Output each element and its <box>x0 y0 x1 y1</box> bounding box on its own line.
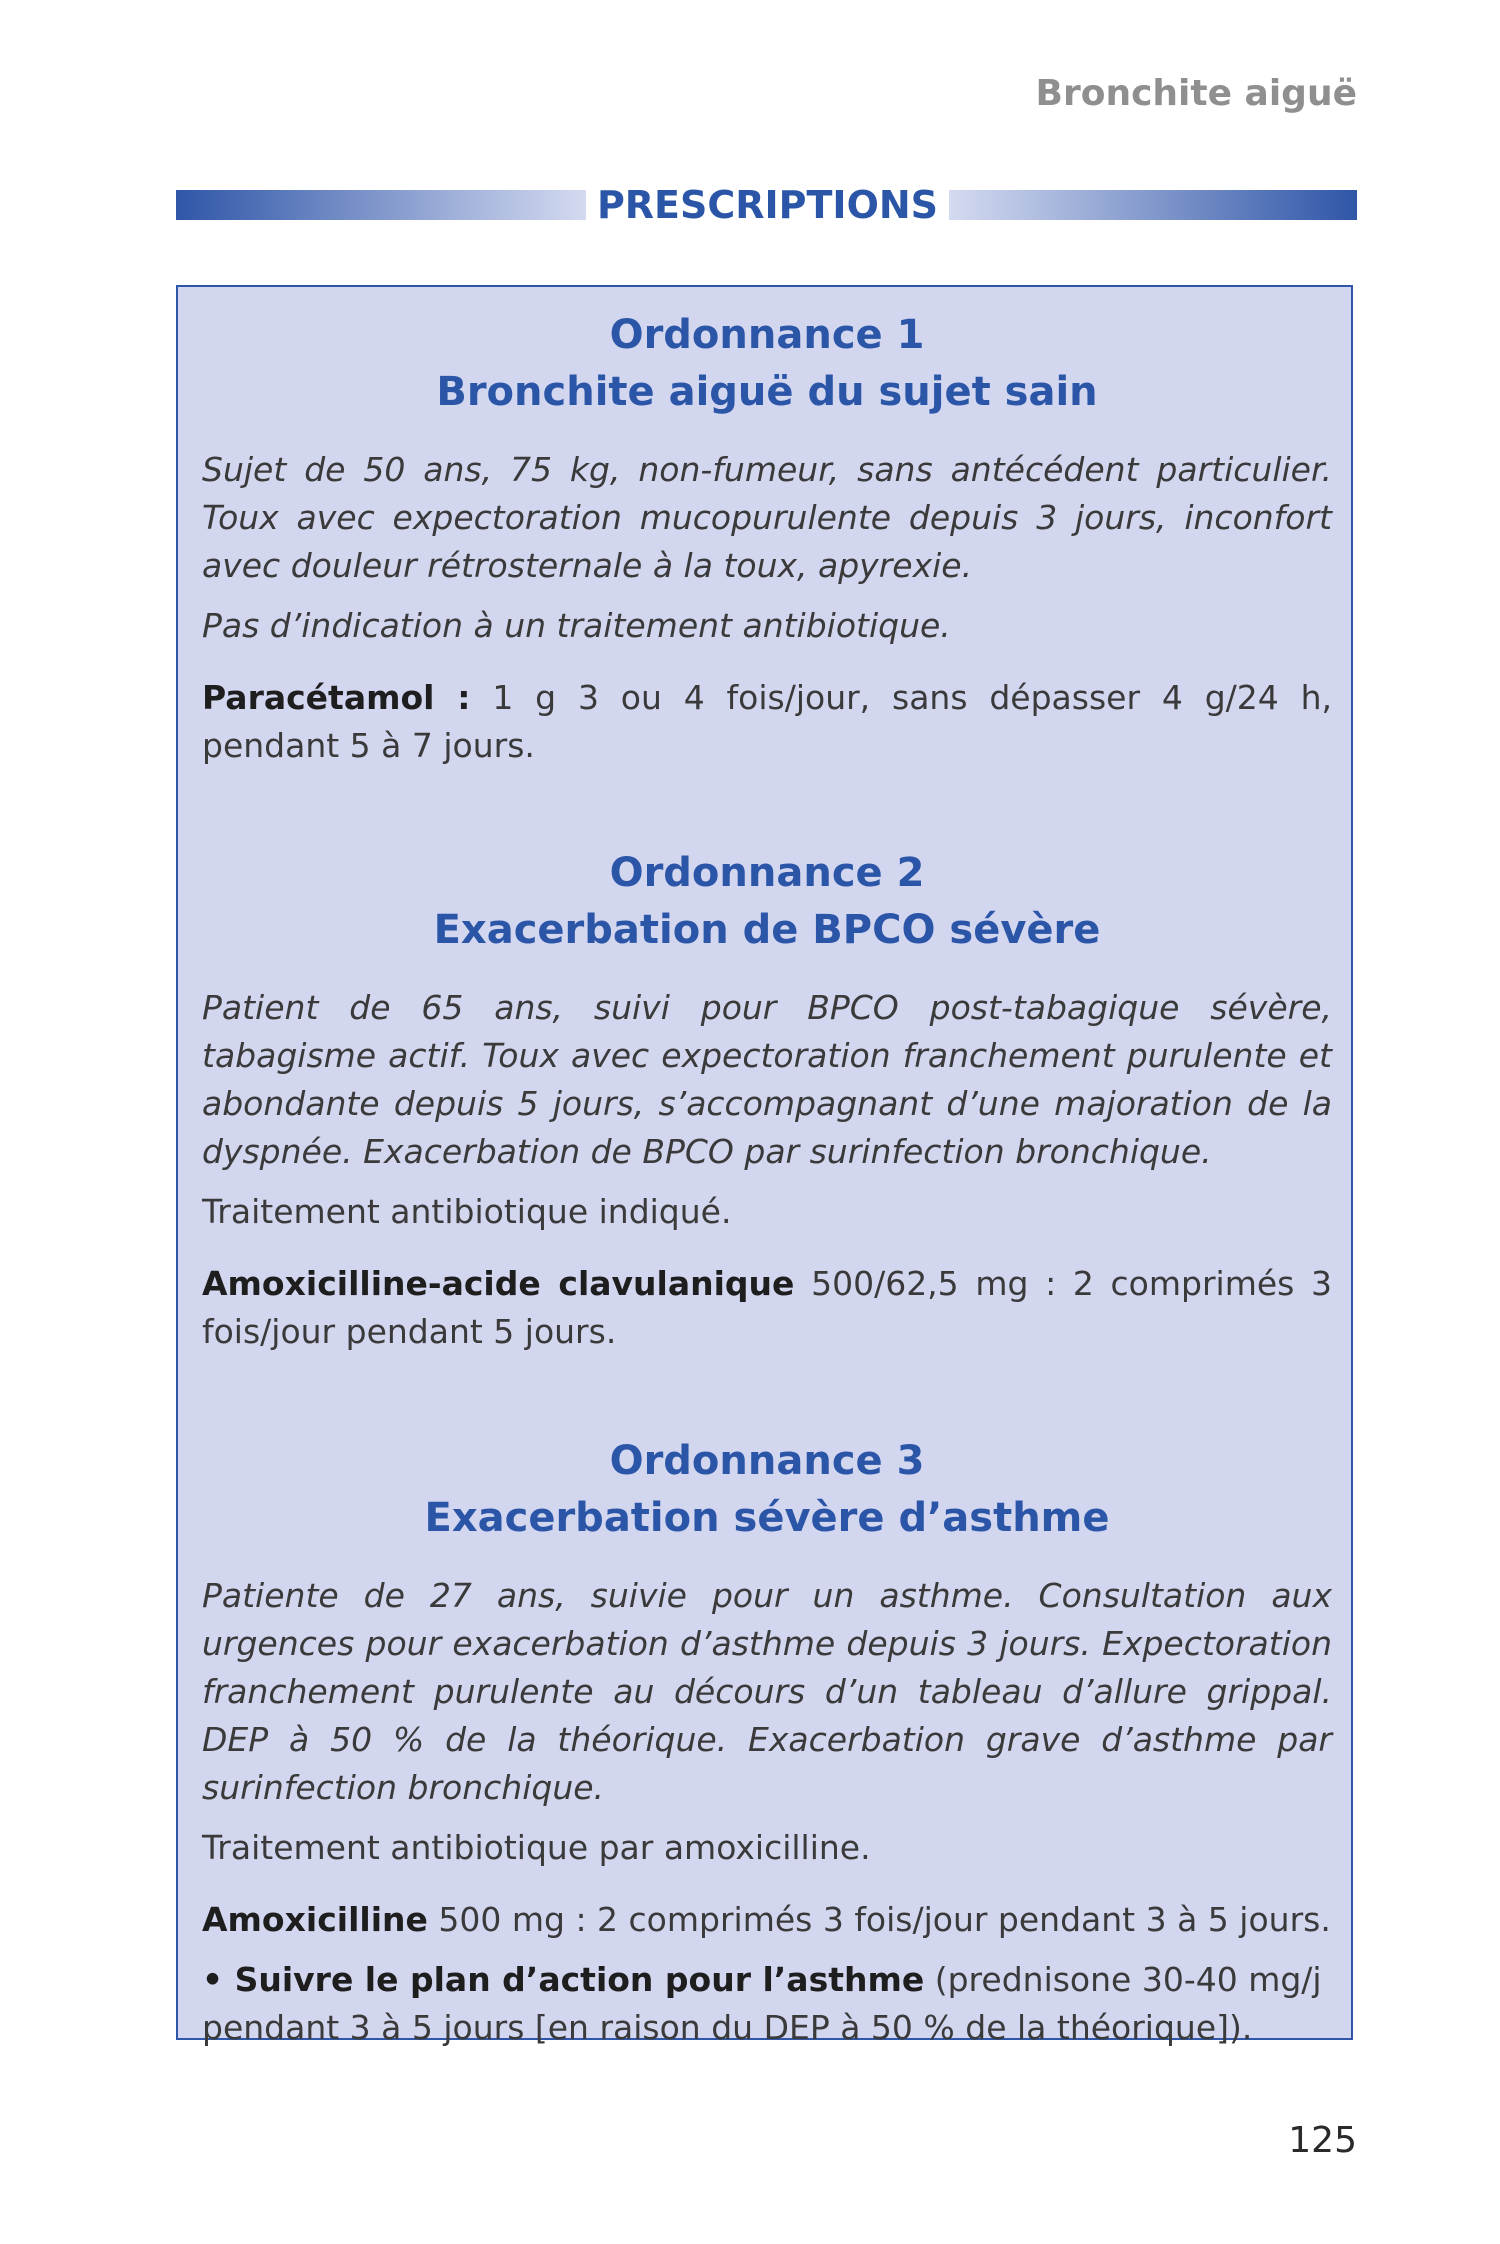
ordonnance-subtitle: Exacerbation sévère d’asthme <box>424 1495 1110 1541</box>
asthma-action-plan <box>202 1956 1332 2052</box>
drug-name: Amoxicilline-acide clavulanique <box>202 1264 795 1303</box>
drug-dosage: 1 g 3 ou 4 fois/jour, sans dépasser 4 g/24 h, pendant 5 à 7 jours. <box>202 678 1332 765</box>
plan-details: (prednisone 30-40 mg/j pendant 3 à 5 jours [en raison du DEP à 50 % de la théorique]). <box>202 1960 1322 2047</box>
ordonnance-1 <box>202 307 1332 770</box>
drug-name: Amoxicilline <box>202 1900 428 1939</box>
drug-prescription <box>202 1896 1332 1944</box>
ordonnance-title: Ordonnance 3 <box>609 1438 925 1484</box>
page-number: 125 <box>1288 2120 1357 2161</box>
ordonnance-subtitle: Exacerbation de BPCO sévère <box>433 907 1101 953</box>
drug-prescription <box>202 1260 1332 1356</box>
section-bar-right <box>949 190 1357 220</box>
drug-dosage: 500/62,5 mg : 2 comprimés 3 fois/jour pendant 5 jours. <box>202 1264 1333 1351</box>
ordonnance-title: Ordonnance 2 <box>609 850 925 896</box>
drug-prescription <box>202 674 1332 770</box>
clinical-case: Sujet de 50 ans, 75 kg, non-fumeur, sans antécédent particulier. Toux avec expectoration mucopurulente depuis 3 jours, inconfort avec douleur rétrosternale à la toux, apyrexie. <box>202 450 1332 585</box>
ordonnance-3 <box>202 1433 1332 2052</box>
prescriptions-box <box>176 285 1353 2047</box>
section-header <box>176 182 1357 242</box>
ordonnance-2 <box>202 845 1332 1356</box>
running-head: Bronchite aiguë <box>1035 73 1357 114</box>
clinical-case: Patient de 65 ans, suivi pour BPCO post-tabagique sévère, tabagisme actif. Toux avec expectoration franchement purulente et abondante depuis 5 jours, s’accompagnant d’une majoration de la dyspnée. Exacerbation de BPCO par surinfection bronchique. <box>202 988 1332 1171</box>
clinical-case: Patiente de 27 ans, suivie pour un asthme. Consultation aux urgences pour exacerbation d’asthme depuis 3 jours. Expectoration franchement purulente au décours d’un tableau d’allure grippal. DEP à 50 % de la théorique. Exacerbation grave d’asthme par surinfection bronchique. <box>202 1576 1332 1807</box>
section-bar-left <box>176 190 586 220</box>
section-title: PRESCRIPTIONS <box>596 183 939 227</box>
plan-instruction: • Suivre le plan d’action pour l’asthme <box>202 1960 925 1999</box>
drug-name: Paracétamol : <box>202 678 471 717</box>
ordonnance-subtitle: Bronchite aiguë du sujet sain <box>436 369 1098 415</box>
treatment-note: Pas d’indication à un traitement antibiotique. <box>202 606 951 645</box>
drug-dosage: 500 mg : 2 comprimés 3 fois/jour pendant 3 à 5 jours. <box>427 1900 1331 1939</box>
ordonnance-title: Ordonnance 1 <box>609 312 925 358</box>
treatment-note: Traitement antibiotique indiqué. <box>202 1192 732 1231</box>
treatment-note: Traitement antibiotique par amoxicilline. <box>202 1828 871 1867</box>
